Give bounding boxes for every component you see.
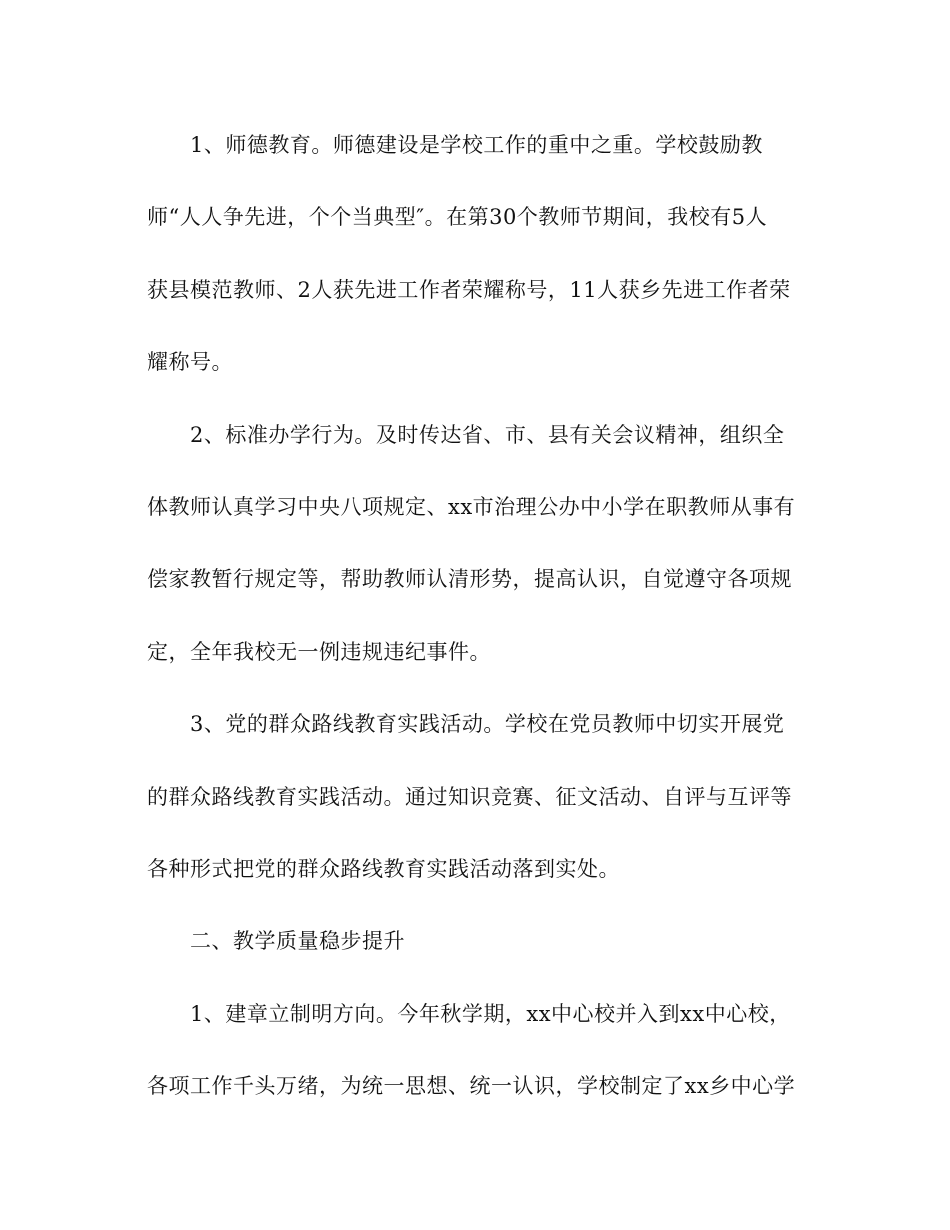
paragraph-line: 3、党的群众路线教育实践活动。学校在党员教师中切实开展党 <box>190 712 785 736</box>
paragraph-line: 师“人人争先进，个个当典型″。在第30个教师节期间，我校有5人 <box>147 205 768 229</box>
section-heading: 二、教学质量稳步提升 <box>190 929 405 953</box>
paragraph-line: 体教师认真学习中央八项规定、xx市治理公办中小学在职教师从事有 <box>147 495 796 519</box>
paragraph-line: 1、师德教育。师德建设是学校工作的重中之重。学校鼓励教 <box>190 133 763 157</box>
paragraph-line: 各种形式把党的群众路线教育实践活动落到实处。 <box>147 857 620 881</box>
paragraph-line: 的群众路线教育实践活动。通过知识竞赛、征文活动、自评与互评等 <box>147 785 792 809</box>
paragraph-line: 耀称号。 <box>147 350 233 374</box>
paragraph-line: 获县模范教师、2人获先进工作者荣耀称号，11人获乡先进工作者荣 <box>147 278 791 302</box>
paragraph-line: 2、标准办学行为。及时传达省、市、县有关会议精神，组织全 <box>190 423 785 447</box>
paragraph-line: 定，全年我校无一例违规违纪事件。 <box>147 640 491 664</box>
paragraph-line: 1、建章立制明方向。今年秋学期，xx中心校并入到xx中心校， <box>190 1002 791 1026</box>
paragraph-line: 各项工作千头万绪，为统一思想、统一认识，学校制定了xx乡中心学 <box>147 1074 796 1098</box>
paragraph-line: 偿家教暂行规定等，帮助教师认清形势，提高认识，自觉遵守各项规 <box>147 567 792 591</box>
